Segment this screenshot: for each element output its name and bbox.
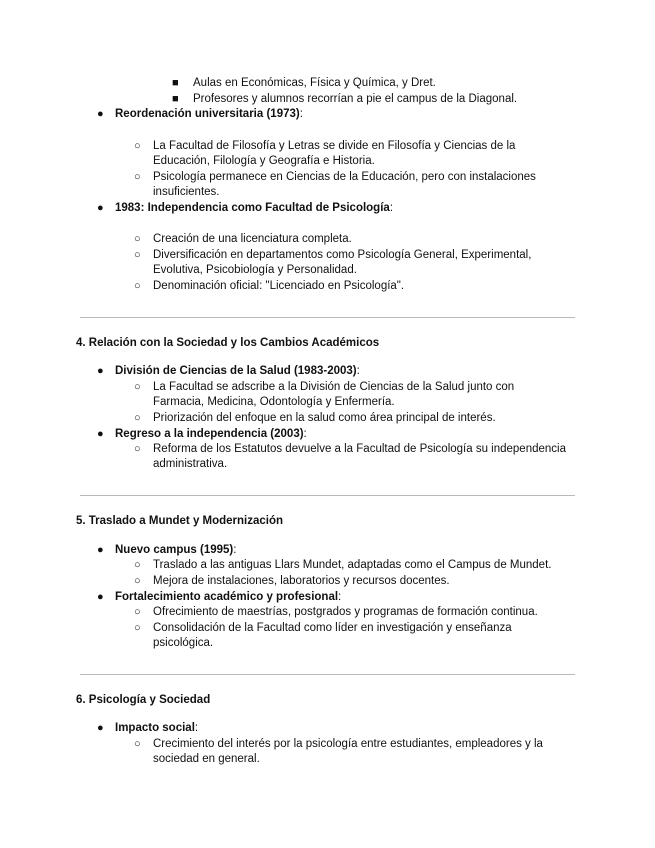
- disc-bullet-icon: ●: [97, 722, 104, 734]
- circle-bullet-icon: ○: [134, 575, 141, 587]
- circle-bullet-icon: ○: [134, 606, 141, 618]
- item-suffix: :: [338, 591, 342, 603]
- list-item-level1: [115, 721, 198, 736]
- circle-bullet-icon: ○: [134, 559, 141, 571]
- circle-bullet-icon: ○: [134, 622, 141, 634]
- disc-bullet-icon: ●: [97, 591, 104, 603]
- disc-bullet-icon: ●: [97, 428, 104, 440]
- circle-bullet-icon: ○: [134, 412, 141, 424]
- item-title: 1983: Independencia como Facultad de Psicología: [115, 202, 390, 214]
- horizontal-rule: [80, 674, 575, 675]
- disc-bullet-icon: ●: [97, 108, 104, 120]
- list-item-level2-cont: sociedad en general.: [153, 753, 260, 765]
- item-title: Regreso a la independencia (2003): [115, 428, 304, 440]
- item-title: División de Ciencias de la Salud (1983-2003): [115, 365, 357, 377]
- item-suffix: :: [194, 722, 199, 734]
- item-title: Impacto social: [115, 722, 195, 734]
- square-bullet-icon: ■: [172, 93, 179, 105]
- list-item-level2: Traslado a las antiguas Llars Mundet, adaptadas como el Campus de Mundet.: [153, 559, 552, 571]
- item-suffix: :: [389, 202, 394, 214]
- item-title: Fortalecimiento académico y profesional: [115, 591, 339, 603]
- list-item-level1: [115, 107, 303, 122]
- square-bullet-icon: ■: [172, 77, 179, 89]
- list-item-level2: Reforma de los Estatutos devuelve a la Facultad de Psicología su independencia: [153, 443, 566, 455]
- section-heading: 6. Psicología y Sociedad: [76, 694, 211, 706]
- list-item-level2-cont: administrativa.: [153, 458, 228, 470]
- list-item-level3: Profesores y alumnos recorrían a pie el campus de la Diagonal.: [193, 93, 518, 105]
- list-item-level3: Aulas en Económicas, Física y Química, y Dret.: [193, 77, 436, 89]
- circle-bullet-icon: ○: [134, 443, 141, 455]
- circle-bullet-icon: ○: [134, 738, 141, 750]
- list-item-level2: Denominación oficial: "Licenciado en Psicología".: [153, 280, 405, 292]
- circle-bullet-icon: ○: [134, 249, 141, 261]
- list-item-level2: Consolidación de la Facultad como líder en investigación y enseñanza: [153, 622, 512, 634]
- list-item-level2: Mejora de instalaciones, laboratorios y recursos docentes.: [153, 575, 450, 587]
- item-suffix: :: [303, 428, 307, 440]
- list-item-level1: [115, 427, 307, 442]
- section-heading: 5. Traslado a Mundet y Modernización: [76, 515, 284, 527]
- circle-bullet-icon: ○: [134, 171, 141, 183]
- list-item-level1: [115, 201, 393, 216]
- list-item-level1: [115, 590, 341, 605]
- list-item-level2: Psicología permanece en Ciencias de la Educación, pero con instalaciones: [153, 171, 536, 183]
- list-item-level2: Crecimiento del interés por la psicología entre estudiantes, empleadores y la: [153, 738, 543, 750]
- list-item-level2: Creación de una licenciatura completa.: [153, 233, 352, 245]
- list-item-level2: La Facultad se adscribe a la División de Ciencias de la Salud junto con: [153, 381, 515, 393]
- list-item-level1: [115, 364, 360, 379]
- list-item-level1: [115, 543, 236, 558]
- list-item-level2-cont: Evolutiva, Psicobiología y Personalidad.: [153, 264, 357, 276]
- list-item-level2: Diversificación en departamentos como Psicología General, Experimental,: [153, 249, 532, 261]
- disc-bullet-icon: ●: [97, 365, 104, 377]
- disc-bullet-icon: ●: [97, 202, 104, 214]
- horizontal-rule: [80, 495, 575, 496]
- circle-bullet-icon: ○: [134, 280, 141, 292]
- item-suffix: :: [233, 544, 237, 556]
- list-item-level2-cont: psicológica.: [153, 637, 214, 649]
- item-title: Reordenación universitaria (1973): [115, 108, 300, 120]
- item-suffix: :: [299, 108, 303, 120]
- list-item-level2: La Facultad de Filosofía y Letras se divide en Filosofía y Ciencias de la: [153, 140, 516, 152]
- list-item-level2: Priorización del enfoque en la salud como área principal de interés.: [153, 412, 496, 424]
- section-heading: 4. Relación con la Sociedad y los Cambios Académicos: [76, 337, 380, 349]
- list-item-level2-cont: Educación, Filología y Geografía e Historia.: [153, 155, 375, 167]
- item-title: Nuevo campus (1995): [115, 544, 234, 556]
- circle-bullet-icon: ○: [134, 233, 141, 245]
- list-item-level2-cont: insuficientes.: [153, 186, 220, 198]
- item-suffix: :: [356, 365, 360, 377]
- disc-bullet-icon: ●: [97, 544, 104, 556]
- circle-bullet-icon: ○: [134, 140, 141, 152]
- list-item-level2-cont: Farmacia, Medicina, Odontología y Enfermería.: [153, 396, 395, 408]
- circle-bullet-icon: ○: [134, 381, 141, 393]
- horizontal-rule: [80, 317, 575, 318]
- list-item-level2: Ofrecimiento de maestrías, postgrados y programas de formación continua.: [153, 606, 538, 618]
